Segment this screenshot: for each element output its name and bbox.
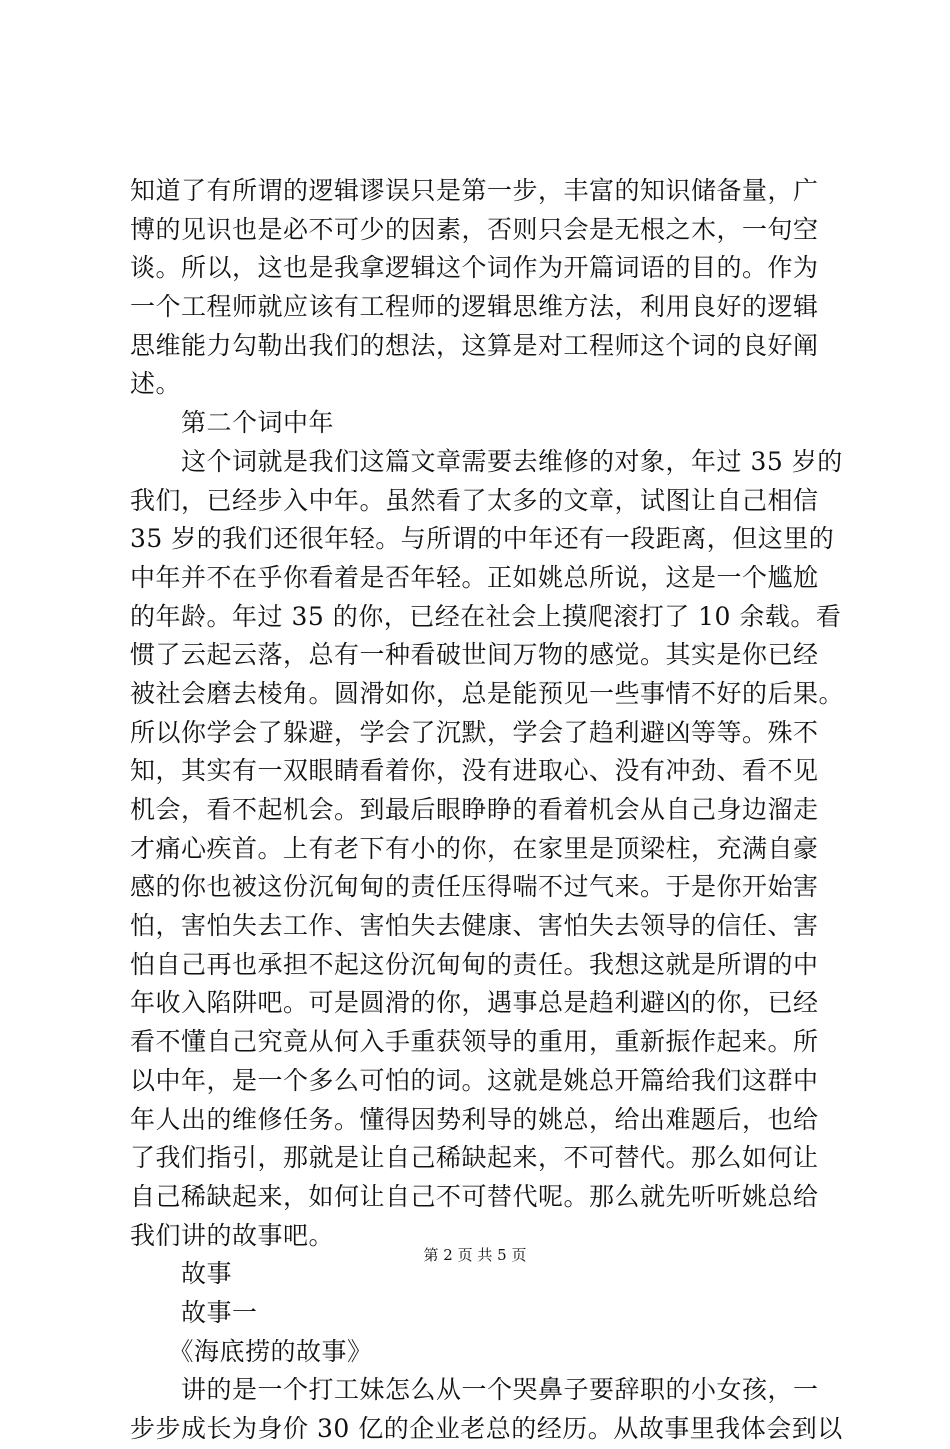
text-line: 步步成长为身价 30 亿的企业老总的经历。从故事里我体会到以 [130,1414,843,1443]
text-line: 知，其实有一双眼睛看着你，没有进取心、没有冲劲、看不见 [130,756,819,786]
text-line: 这个词就是我们这篇文章需要去维修的对象，年过 35 岁的 [130,446,843,476]
text-line: 35 岁的我们还很年轻。与所谓的中年还有一段距离，但这里的 [130,524,835,554]
text-line: 我们讲的故事吧。 [130,1220,335,1250]
text-line: 以中年，是一个多么可怕的词。这就是姚总开篇给我们这群中 [130,1065,819,1095]
text-line: 思维能力勾勒出我们的想法，这算是对工程师这个词的良好阐 [130,330,819,360]
text-line: 感的你也被这份沉甸甸的责任压得喘不过气来。于是你开始害 [130,872,819,902]
text-line: 自己稀缺起来，如何让自己不可替代呢。那么就先听听姚总给 [130,1181,819,1211]
text-line: 讲的是一个打工妹怎么从一个哭鼻子要辞职的小女孩，一 [130,1375,819,1405]
page-number-footer: 第 2 页 共 5 页 [423,1246,527,1264]
section-heading: 第二个词中年 [130,408,335,438]
story-title: 《海底捞的故事》 [130,1336,373,1366]
text-line: 看不懂自己究竟从何入手重获领导的重用，重新振作起来。所 [130,1027,819,1057]
text-line: 了我们指引，那就是让自己稀缺起来，不可替代。那么如何让 [130,1143,819,1173]
text-line: 年收入陷阱吧。可是圆滑的你，遇事总是趋利避凶的你，已经 [130,988,819,1018]
text-line: 被社会磨去棱角。圆滑如你，总是能预见一些事情不好的后果。 [130,678,845,708]
text-line: 我们，已经步入中年。虽然看了太多的文章，试图让自己相信 [130,485,819,515]
text-line: 知道了有所谓的逻辑谬误只是第一步，丰富的知识储备量，广 [130,176,819,205]
text-line: 一个工程师就应该有工程师的逻辑思维方法，利用良好的逻辑 [130,292,819,322]
text-line: 怕，害怕失去工作、害怕失去健康、害怕失去领导的信任、害 [130,911,819,941]
text-line: 才痛心疾首。上有老下有小的你，在家里是顶梁柱，充满自豪 [130,833,819,863]
text-line: 的年龄。年过 35 的你，已经在社会上摸爬滚打了 10 余载。看 [130,601,842,631]
text-line: 年人出的维修任务。懂得因势利导的姚总，给出难题后，也给 [130,1104,819,1134]
text-line: 惯了云起云落，总有一种看破世间万物的感觉。其实是你已经 [130,640,819,670]
text-line: 谈。所以，这也是我拿逻辑这个词作为开篇词语的目的。作为 [130,253,819,283]
text-line: 博的见识也是必不可少的因素，否则只会是无根之木，一句空 [130,214,819,244]
text-line: 怕自己再也承担不起这份沉甸甸的责任。我想这就是所谓的中 [130,949,819,979]
text-line: 机会，看不起机会。到最后眼睁睁的看着机会从自己身边溜走 [130,795,819,824]
text-line: 中年并不在乎你看着是否年轻。正如姚总所说，这是一个尴尬 [130,562,819,592]
text-line: 述。 [130,369,182,399]
section-heading: 故事一 [130,1297,258,1327]
text-line: 所以你学会了躲避，学会了沉默，学会了趋利避凶等等。殊不 [130,717,819,747]
section-heading: 故事 [130,1259,233,1289]
